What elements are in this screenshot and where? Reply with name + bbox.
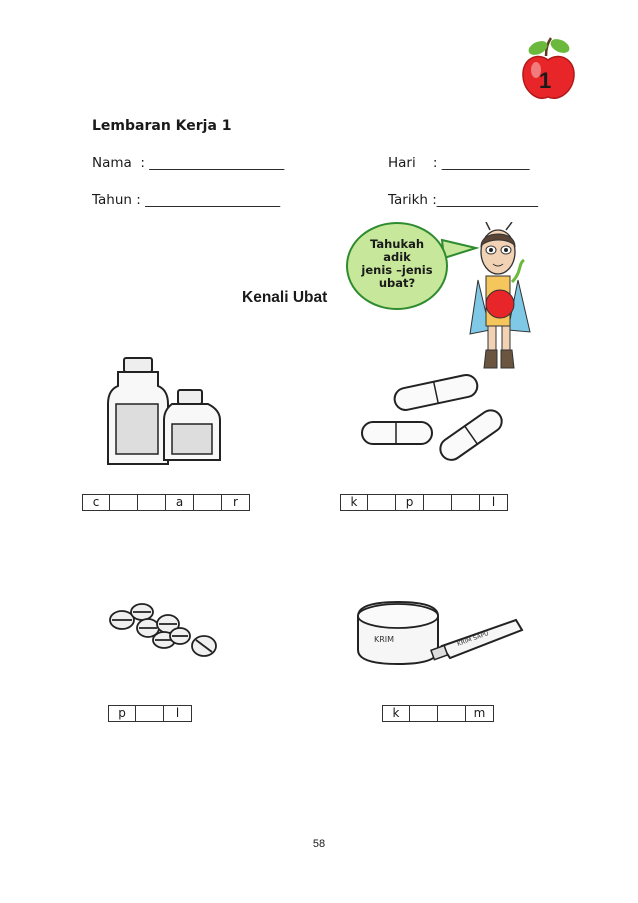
speech-bubble-text: Tahukah adik jenis –jenis ubat? <box>361 237 433 290</box>
letter-box[interactable]: r <box>222 494 250 511</box>
letter-boxes-capsules[interactable] <box>340 494 508 511</box>
worksheet-title: Kenali Ubat <box>242 289 328 306</box>
tahun-field[interactable]: Tahun : ____________________ <box>92 192 281 208</box>
tube-label: KRIM SAPU <box>456 630 490 648</box>
letter-box[interactable]: a <box>166 494 194 511</box>
pills-illustration <box>104 600 222 660</box>
letter-box[interactable]: k <box>340 494 368 511</box>
letter-boxes-pills[interactable] <box>108 705 192 722</box>
letter-boxes-cream[interactable] <box>382 705 494 722</box>
capsules-illustration <box>356 372 504 466</box>
medicine-bottles-illustration <box>104 356 228 468</box>
letter-box[interactable]: k <box>382 705 410 722</box>
cream-illustration <box>354 596 526 672</box>
letter-box[interactable] <box>136 705 164 722</box>
nama-field[interactable]: Nama : ____________________ <box>92 155 285 171</box>
worksheet-header: Lembaran Kerja 1 <box>92 118 232 134</box>
letter-box[interactable] <box>138 494 166 511</box>
hari-field[interactable]: Hari : _____________ <box>388 155 530 171</box>
cartoon-character <box>466 222 536 372</box>
tarikh-field[interactable]: Tarikh :_______________ <box>388 192 539 208</box>
apple-icon <box>486 290 514 318</box>
page-badge-number: 1 <box>539 68 552 93</box>
letter-box[interactable] <box>424 494 452 511</box>
letter-box[interactable] <box>452 494 480 511</box>
letter-box[interactable] <box>410 705 438 722</box>
letter-box[interactable] <box>194 494 222 511</box>
speech-bubble <box>346 222 448 310</box>
letter-box[interactable] <box>368 494 396 511</box>
letter-box[interactable]: l <box>480 494 508 511</box>
letter-box[interactable] <box>110 494 138 511</box>
letter-boxes-bottles[interactable] <box>82 494 250 511</box>
letter-box[interactable]: c <box>82 494 110 511</box>
jar-label: KRIM <box>374 635 395 644</box>
letter-box[interactable]: m <box>466 705 494 722</box>
letter-box[interactable]: l <box>164 705 192 722</box>
letter-box[interactable]: p <box>108 705 136 722</box>
page-number: 58 <box>312 838 326 850</box>
letter-box[interactable]: p <box>396 494 424 511</box>
letter-box[interactable] <box>438 705 466 722</box>
